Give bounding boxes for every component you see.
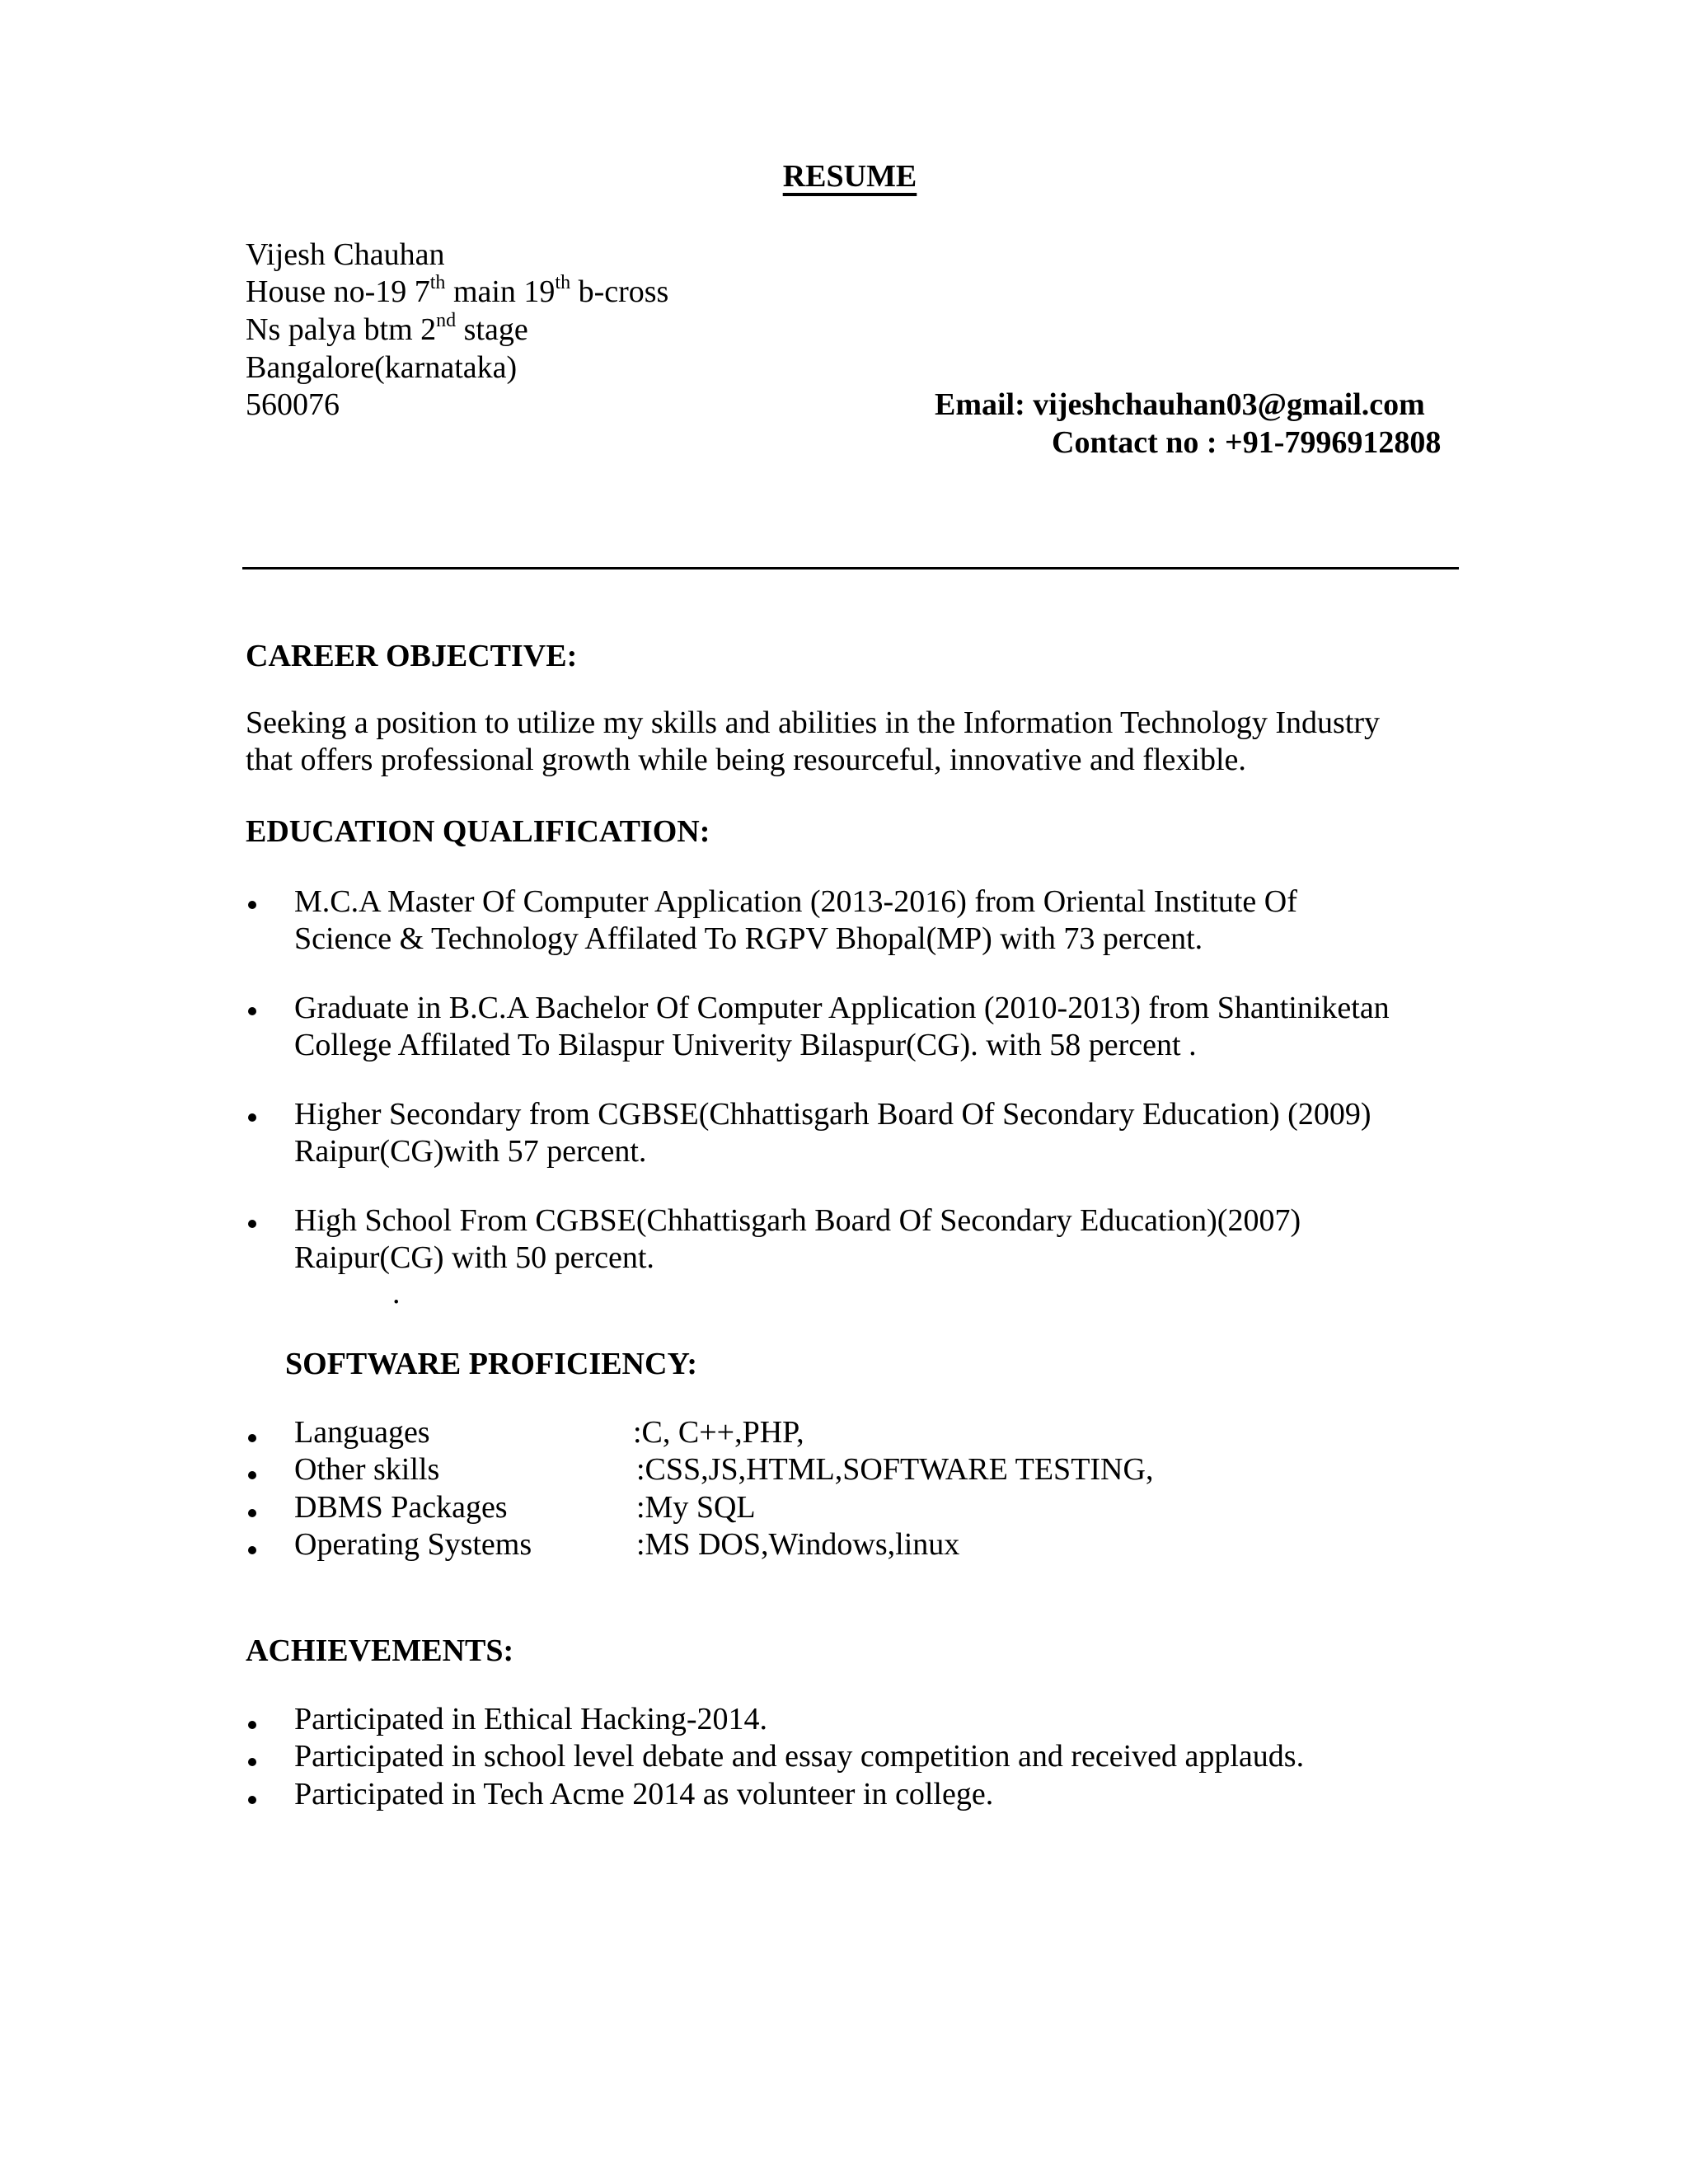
software-heading: SOFTWARE PROFICIENCY: [285,1347,698,1381]
phone-value: +91-7996912808 [1225,425,1442,460]
education-item [294,883,1297,958]
bullet-icon [248,1007,256,1015]
career-objective-line: that offers professional growth while being resourceful, innovative and flexible. [246,743,1246,777]
address-line-2-sup: nd [436,310,457,332]
achievement-item: Participated in school level debate and essay competition and received applauds. [294,1739,1305,1774]
education-item-line: Raipur(CG) with 50 percent. [294,1240,654,1275]
bullet-icon [248,1220,256,1228]
address-line-2-part-b: stage [456,312,528,347]
education-item-line: High School From CGBSE(Chhattisgarh Board Of Secondary Education)(2007) [294,1203,1301,1238]
software-value: :My SQL [636,1490,756,1525]
email-label: Email: [935,387,1025,422]
software-value: :MS DOS,Windows,linux [636,1527,960,1562]
address-line-2 [246,310,528,347]
email-value[interactable]: vijeshchauhan03@gmail.com [1033,387,1425,422]
bullet-icon [248,1434,256,1442]
education-item-line: Graduate in B.C.A Bachelor Of Computer Application (2010-2013) from Shantiniketan [294,991,1390,1025]
address-line-2-part-a: Ns palya btm 2 [246,312,437,347]
education-item [294,1096,1371,1170]
achievements-heading: ACHIEVEMENTS: [246,1633,514,1668]
software-label: Operating Systems [294,1527,532,1562]
address-line-1-part-c: b-cross [570,274,669,309]
bullet-icon [248,1796,256,1804]
address-pincode: 560076 [246,387,340,422]
address-line-3: Bangalore(karnataka) [246,350,518,385]
address-line-1 [246,272,669,309]
address-line-1-sup-1: th [429,272,446,294]
email-line [935,389,1425,420]
achievement-item: Participated in Ethical Hacking-2014. [294,1702,768,1736]
bullet-icon [248,1113,256,1122]
address-line-1-part-b: main 19 [445,274,556,309]
education-item-line: College Affilated To Bilaspur Univerity Bilaspur(CG). with 58 percent . [294,1028,1197,1062]
address-line-1-part-a: House no-19 7 [246,274,430,309]
education-item-line: Science & Technology Affilated To RGPV Bhopal(MP) with 73 percent. [294,921,1203,956]
phone-line [1052,427,1441,458]
bullet-icon [248,901,256,909]
software-value: :CSS,JS,HTML,SOFTWARE TESTING, [636,1452,1154,1487]
trailing-dot: . [392,1276,401,1310]
career-objective-text [246,705,1380,779]
software-value: :C, C++,PHP, [633,1415,804,1450]
education-item [294,990,1390,1064]
bullet-icon [248,1546,256,1554]
candidate-name: Vijesh Chauhan [246,237,445,272]
address-line-1-sup-2: th [555,272,571,294]
horizontal-divider [242,567,1459,569]
software-label: Languages [294,1415,430,1450]
bullet-icon [248,1721,256,1729]
bullet-icon [248,1758,256,1766]
education-heading: EDUCATION QUALIFICATION: [246,814,710,849]
career-objective-heading: CAREER OBJECTIVE: [246,639,578,673]
bullet-icon [248,1509,256,1517]
education-item-line: Higher Secondary from CGBSE(Chhattisgarh Board Of Secondary Education) (2009) [294,1097,1372,1132]
software-label: DBMS Packages [294,1490,508,1525]
career-objective-line: Seeking a position to utilize my skills and abilities in the Information Technology Industry [246,705,1381,740]
education-item-line: M.C.A Master Of Computer Application (2013-2016) from Oriental Institute Of [294,884,1297,919]
education-item-line: Raipur(CG)with 57 percent. [294,1134,647,1169]
phone-label: Contact no : [1052,425,1217,460]
software-label: Other skills [294,1452,440,1487]
education-item [294,1202,1301,1277]
achievement-item: Participated in Tech Acme 2014 as volunteer in college. [294,1777,994,1811]
bullet-icon [248,1471,256,1479]
resume-title: RESUME [782,159,917,194]
